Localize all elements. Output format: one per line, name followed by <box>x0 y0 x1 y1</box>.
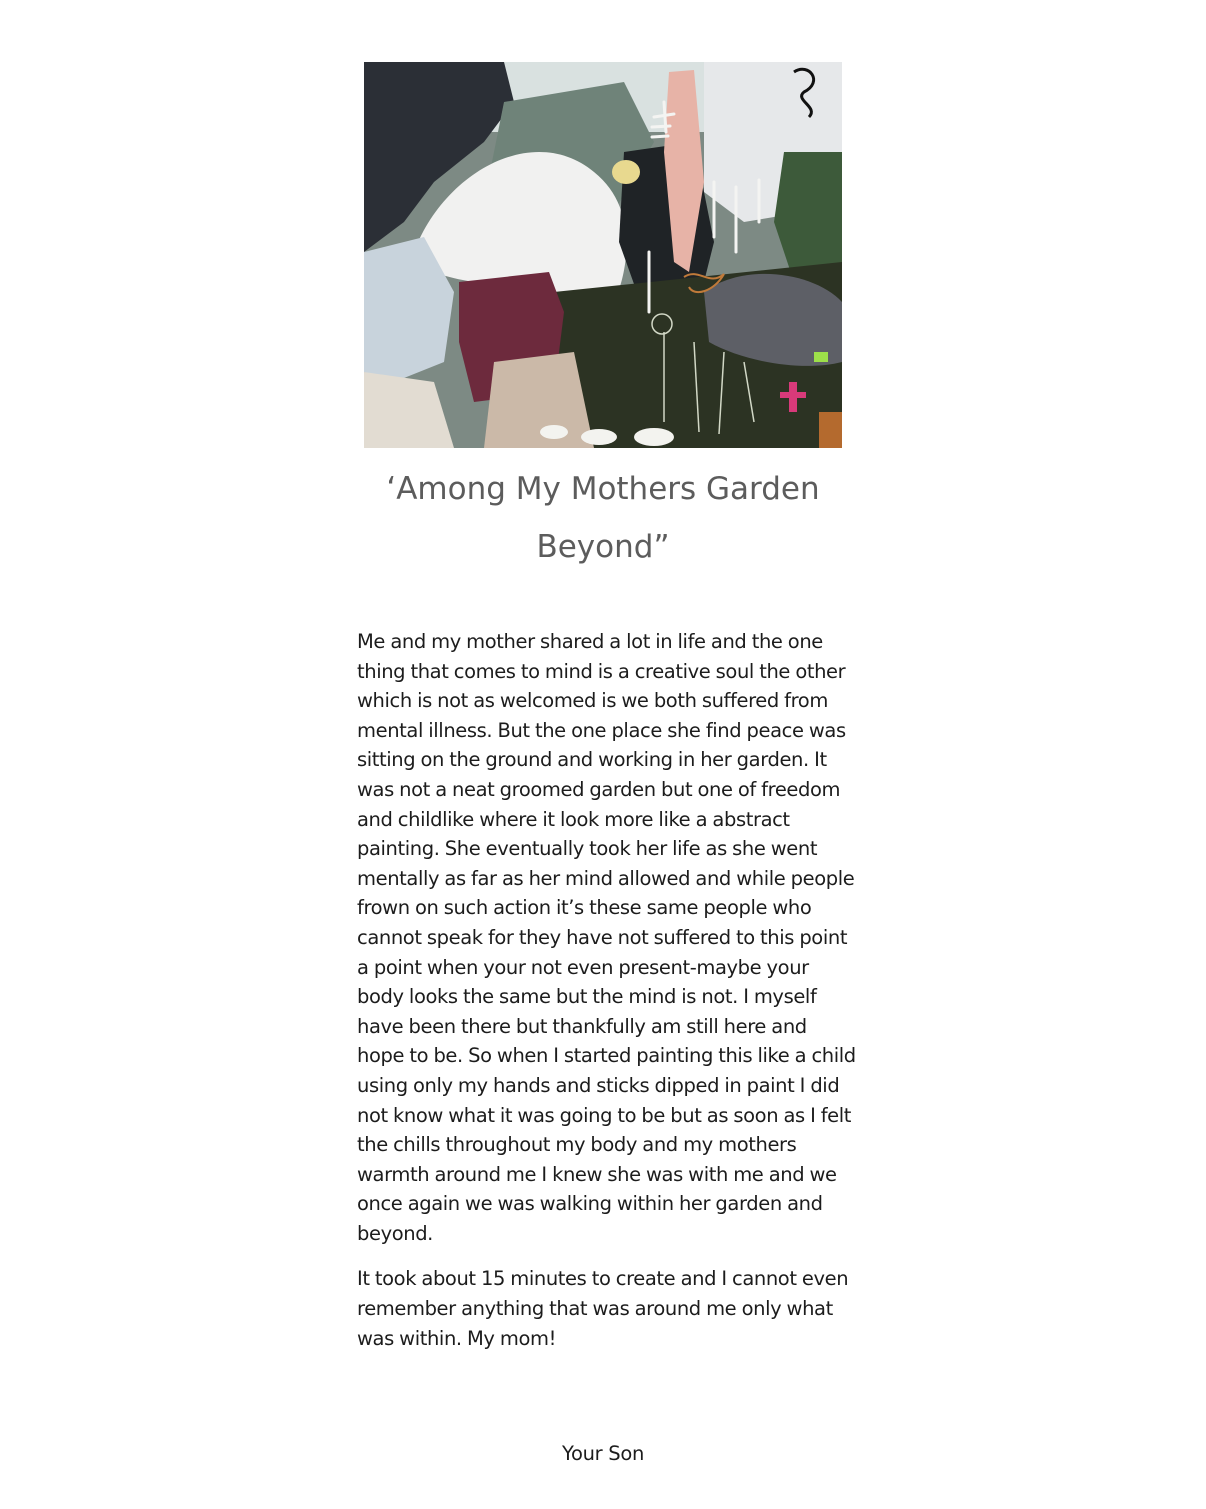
story-paragraph: Me and my mother shared a lot in life and the one thing that comes to mind is a creative soul the other which is not as welcomed is we both suffered from mental illness. But the one place she find peace was sitting on the ground and working in her garden. It was not a neat groomed garden but one of freedom and childlike where it look more like a abstract painting. She eventually took her life as she went mentally as far as her mind allowed and while people frown on such action it’s these same people who cannot speak for they have not suffered to this point a point when your not even present-maybe your body looks the same but the mind is not. I myself have been there but thankfully am still here and hope to be. So when I started painting this like a child using only my hands and sticks dipped in paint I did not know what it was going to be but as soon as I felt the chills throughout my body and my mothers warmth around me I knew she was with me and we once again we was walking within her garden and beyond. <box>357 630 856 1245</box>
abstract-painting-image <box>364 62 842 448</box>
story-paragraph: It took about 15 minutes to create and I cannot even remember anything that was around me only what was within. My mom! <box>357 1267 849 1350</box>
painting-illustration <box>364 62 842 448</box>
story-text <box>357 627 857 1369</box>
artwork-title <box>300 460 906 576</box>
signature: Your Son <box>561 1442 645 1465</box>
artwork-title-line-2: Beyond” <box>536 529 670 565</box>
artwork-title-line-1: ‘Among My Mothers Garden <box>386 471 820 507</box>
